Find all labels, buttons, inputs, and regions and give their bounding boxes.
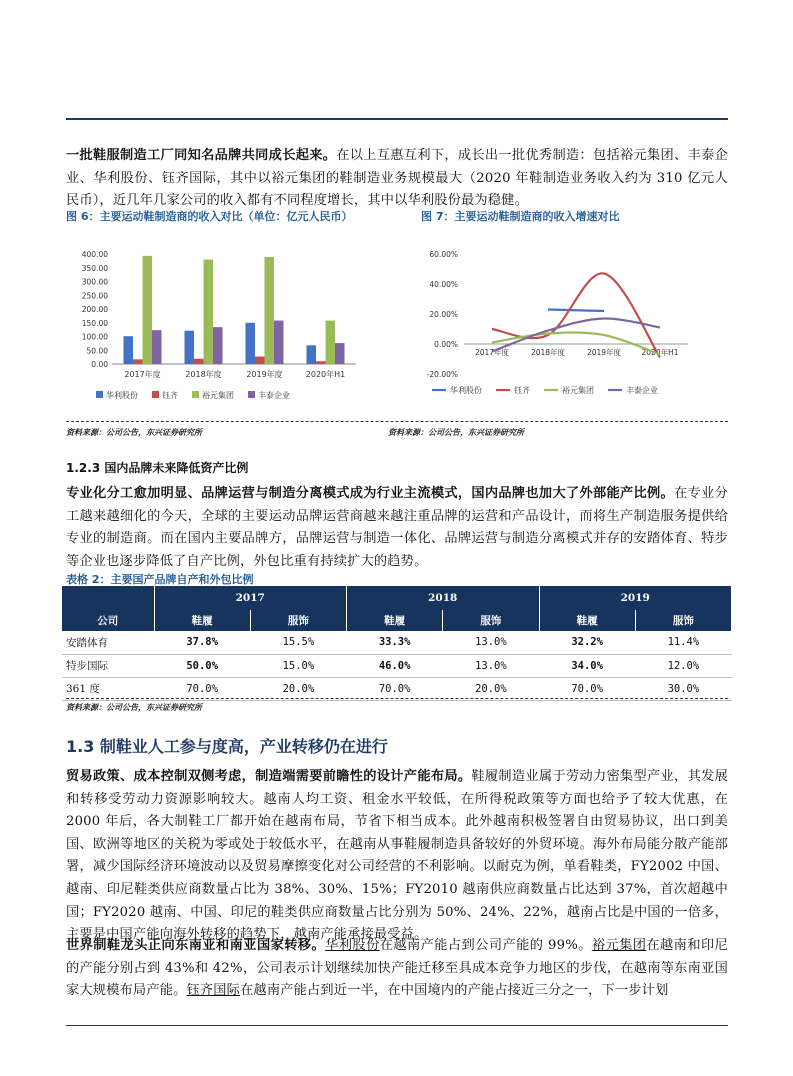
table-corner (62, 586, 154, 610)
table-divider (66, 698, 728, 699)
section-123-lead: 专业化分工愈加明显、品牌运营与制造分离模式成为行业主流模式，国内品牌也加大了外部能产比例。 (66, 486, 675, 501)
cell-value: 15.0% (250, 654, 346, 677)
intro-lead: 一批鞋服制造工厂同知名品牌共同成长起来。 (66, 148, 337, 163)
cell-value: 70.0% (539, 677, 635, 700)
legend-swatch (192, 391, 199, 398)
bar (194, 359, 204, 364)
brand-production-table (62, 586, 732, 701)
fig7-title: 图 7：主要运动鞋制造商的收入增速对比 (421, 210, 620, 223)
intro-body: 在以上互惠互利下，成长出一批优秀制造：包括裕元集团、丰泰企业、华利股份、钰齐国际，其中以裕元集团的鞋制造业务规模最大（2020 年鞋制造业务收入约为 310 亿元人民币），近几年几家公司的收入都有不同程度增长，其中以华利股份最为稳健。 (66, 148, 728, 209)
legend-label: 华利股份 (450, 386, 482, 395)
legend-swatch (96, 391, 103, 398)
cell-value: 30.0% (635, 677, 731, 700)
y-tick-label: 100.00 (81, 332, 108, 342)
cell-value: 12.0% (635, 654, 731, 677)
bar (274, 321, 284, 364)
section-13-paragraph-1 (66, 766, 728, 947)
y-tick-label: -20.00% (426, 370, 458, 379)
cell-value: 32.2% (539, 631, 635, 654)
y-tick-label: 350.00 (81, 263, 108, 273)
cell-value: 13.0% (443, 654, 539, 677)
table2-source: 资料来源：公司公告，东兴证券研究所 (66, 702, 202, 712)
col-company: 公司 (62, 610, 154, 631)
x-tick-label: 2019年度 (586, 348, 622, 357)
bar (133, 359, 143, 364)
cell-value: 37.8% (154, 631, 250, 654)
legend-label: 丰泰企业 (258, 391, 290, 400)
intro-paragraph (66, 145, 728, 213)
company-link-yuqi[interactable]: 钰齐国际 (186, 983, 241, 999)
col-apparel: 服饰 (250, 610, 346, 631)
x-tick-label: 2018年度 (185, 370, 222, 379)
bar (204, 260, 214, 365)
bar (255, 357, 265, 364)
y-tick-label: 20.00% (429, 310, 458, 319)
x-tick-label: 2018年度 (530, 348, 566, 357)
x-tick-label: 2017年度 (124, 370, 161, 379)
cell-value: 70.0% (154, 677, 250, 700)
fig6-title: 图 6：主要运动鞋制造商的收入对比（单位：亿元人民币） (66, 210, 353, 223)
bar (326, 321, 336, 364)
col-shoes: 鞋履 (347, 610, 443, 631)
bar (143, 256, 153, 364)
bar (246, 323, 256, 364)
cell-value: 20.0% (250, 677, 346, 700)
section-13-paragraph-2 (66, 935, 728, 1003)
x-tick-label: 2019年度 (246, 370, 283, 379)
table-row (62, 654, 732, 677)
bar (185, 331, 195, 364)
cell-value: 33.3% (347, 631, 443, 654)
company-link-yueyuen[interactable]: 裕元集团 (591, 938, 647, 953)
section-123-paragraph (66, 483, 728, 573)
footer-rule (66, 1025, 728, 1026)
col-apparel: 服饰 (443, 610, 539, 631)
y-tick-label: 60.00% (429, 250, 458, 259)
table-row (62, 677, 732, 700)
bar (265, 257, 275, 364)
y-tick-label: 400.00 (81, 250, 108, 259)
bar (316, 361, 326, 364)
y-tick-label: 200.00 (81, 305, 108, 314)
cell-value: 50.0% (154, 654, 250, 677)
col-shoes: 鞋履 (539, 610, 635, 631)
x-tick-label: 2017年度 (474, 348, 510, 357)
row-company: 361 度 (62, 677, 154, 700)
row-company: 安踏体育 (62, 631, 154, 654)
section-123-body: 在专业分工越来越细化的今天，全球的主要运动品牌运营商越来越注重品牌的运营和产品设计，而将生产制造服务提供给专业的制造商。而在国内主要品牌方，品牌运营与制造一体化、品牌运营与制造分离模式并存的安踏体育、特步等企业也逐步降低了自产比例，外包比重有持续扩大的趋势。 (66, 486, 728, 569)
section-13-heading: 1.3 制鞋业人工参与度高，产业转移仍在进行 (66, 737, 388, 756)
legend-label: 丰泰企业 (626, 386, 658, 395)
section-13-p2-text1: 在越南产能占到公司产能的 99%。 (379, 938, 592, 953)
bar (307, 345, 317, 364)
series-line (548, 310, 604, 312)
legend-swatch (152, 391, 159, 398)
y-tick-label: 0.00 (91, 360, 108, 369)
header-rule (66, 118, 728, 120)
y-tick-label: 300.00 (81, 277, 108, 287)
section-123-heading: 1.2.3 国内品牌未来降低资产比例 (66, 461, 249, 475)
figure-divider (66, 421, 728, 422)
y-tick-label: 0.00% (434, 340, 458, 349)
table-column-header (62, 610, 732, 631)
col-apparel: 服饰 (635, 610, 731, 631)
cell-value: 46.0% (347, 654, 443, 677)
year-2018: 2018 (347, 586, 540, 610)
section-13-p1-body: 鞋履制造业属于劳动力密集型产业，其发展和转移受劳动力资源影响较大。越南人均工资、租金水平较低，在所得税政策等方面也给予了较大优惠，在 2000 年后，各大制鞋工厂都开始在越南布局，节省下相当成本。此外越南积极签署自由贸易协议，出口到美国、欧洲等地区的关税为零或处于较低水平，在越南从事鞋履制造具备较好的外贸环境。海外布局能分散产能部署，减少国际经济环境波动以及贸易摩擦变化对公司经营的不利影响。以耐克为例，单看鞋类，FY2002 中国、越南、印尼鞋类供应商数量占比为 38%、30%、15%；FY2010 越南供应商数量占比达到 37%，首次超越中国；FY2020 越南、中国、印尼的鞋类供应商数量占比分别为 50%、24%、22%，越南占比是中国的一倍多，主要是中国产能向海外转移的趋势下，越南产能承接最受益。 (66, 769, 728, 943)
y-tick-label: 40.00% (429, 280, 458, 289)
col-shoes: 鞋履 (154, 610, 250, 631)
y-tick-label: 50.00 (86, 346, 108, 356)
y-tick-label: 150.00 (81, 318, 108, 328)
legend-label: 裕元集团 (562, 386, 594, 395)
row-company: 特步国际 (62, 654, 154, 677)
cell-value: 11.4% (635, 631, 731, 654)
growth-line-chart (418, 240, 728, 410)
legend-label: 钰齐 (514, 386, 530, 395)
section-13-p2-lead: 世界制鞋龙头正向东南亚和南亚国家转移。 (66, 938, 326, 953)
fig6-source: 资料来源：公司公告，东兴证券研究所 (66, 427, 202, 437)
cell-value: 34.0% (539, 654, 635, 677)
x-tick-label: 2020年H1 (641, 348, 679, 357)
bar (335, 343, 345, 364)
section-13-p2-text2: 在越南和印尼的产能分别占到 43%和 42%，公司表示计划继续加快产能迁移至具成本竞争力地区的步伐，在越南等东南亚国家大规模布局产能。 (66, 938, 728, 999)
x-tick-label: 2020年H1 (305, 370, 346, 379)
table-row (62, 631, 732, 654)
fig7-source: 资料来源：公司公告，东兴证券研究所 (388, 427, 524, 437)
section-13-p2-text3: 在越南产能占到近一半，在中国境内的产能占接近三分之一，下一步计划 (240, 983, 669, 999)
year-2017: 2017 (154, 586, 347, 610)
bar (124, 336, 134, 364)
company-link-huali[interactable]: 华利股份 (325, 938, 380, 953)
cell-value: 20.0% (443, 677, 539, 700)
cell-value: 70.0% (347, 677, 443, 700)
legend-label: 钰齐 (162, 391, 178, 400)
revenue-bar-chart (66, 240, 376, 410)
bar (213, 327, 223, 364)
year-2019: 2019 (539, 586, 732, 610)
legend-swatch (248, 391, 255, 398)
cell-value: 13.0% (443, 631, 539, 654)
legend-label: 裕元集团 (202, 391, 234, 400)
bar (152, 330, 162, 364)
legend-label: 华利股份 (106, 391, 138, 400)
section-13-p1-lead: 贸易政策、成本控制双侧考虑，制造端需要前瞻性的设计产能布局。 (66, 769, 472, 784)
table2-title: 表格 2：主要国产品牌自产和外包比例 (66, 573, 254, 586)
cell-value: 15.5% (250, 631, 346, 654)
table-year-header (62, 586, 732, 610)
y-tick-label: 250.00 (81, 291, 108, 301)
